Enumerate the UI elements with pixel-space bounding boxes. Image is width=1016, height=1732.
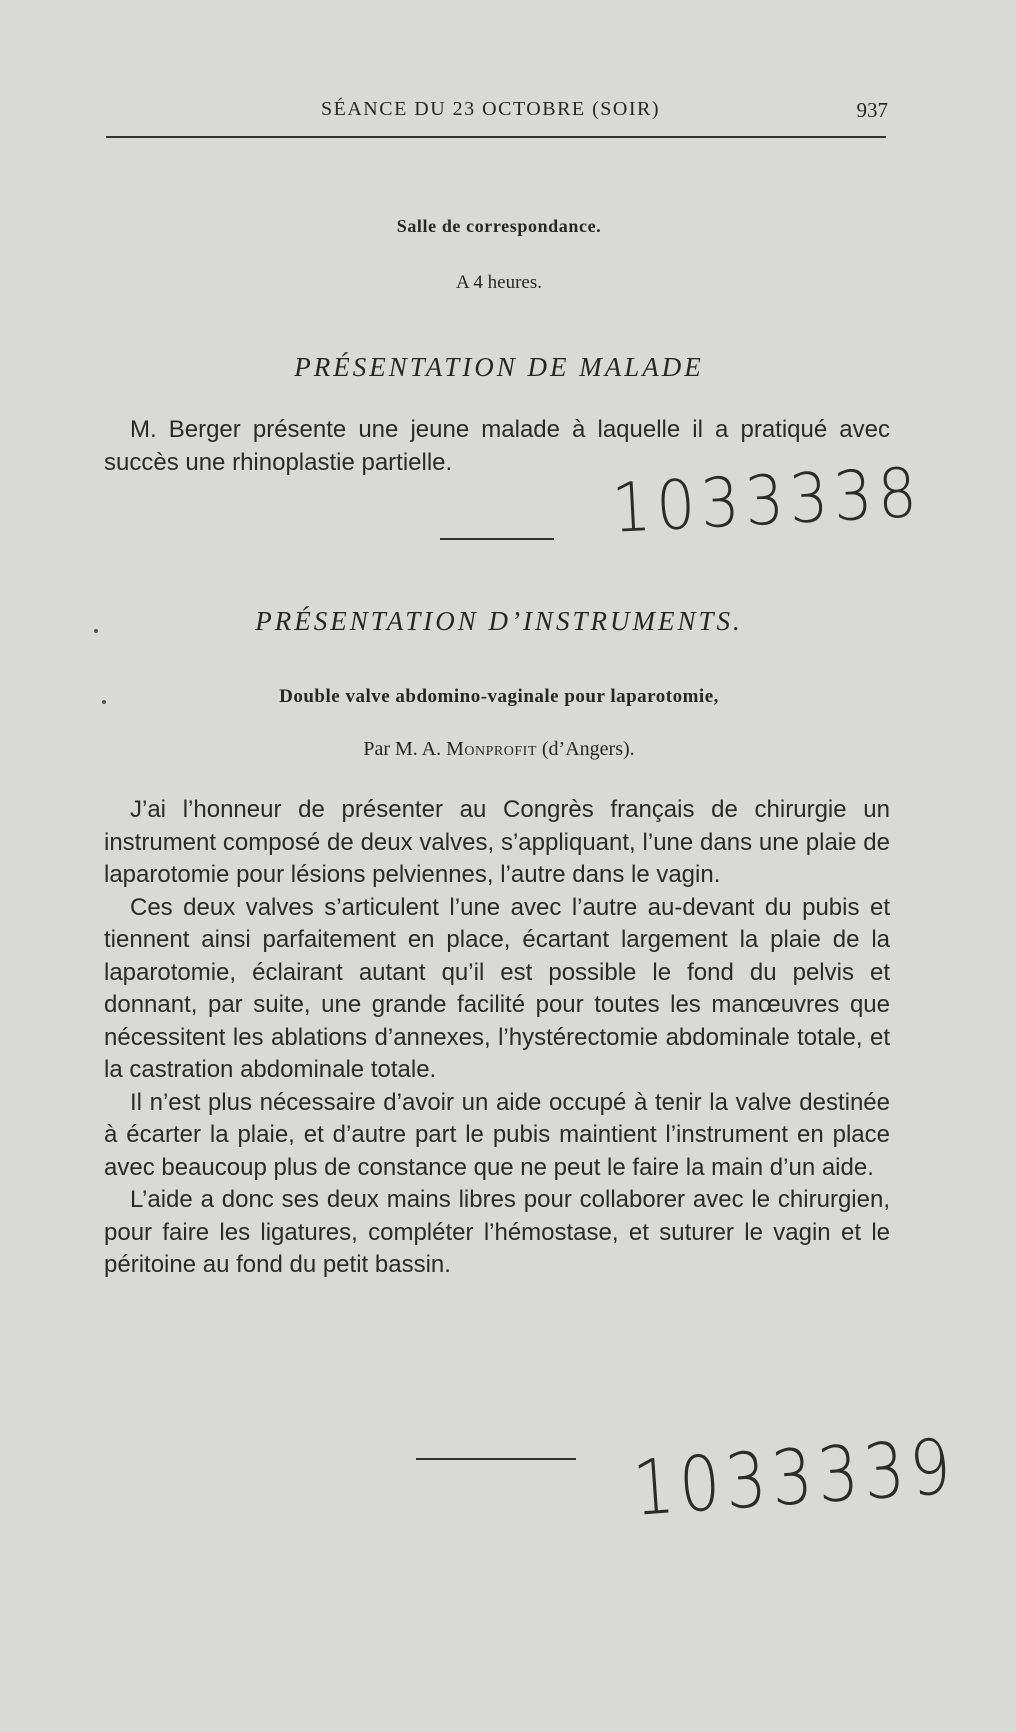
paragraph: J’ai l’honneur de présenter au Congrès français de chirurgie un instrument composé de deux valves, s’appliquant, l’une dans une plaie de laparotomie pour lésions pelviennes, l’autre dans le vagin.: [104, 796, 890, 888]
header-rule: [106, 136, 886, 138]
paragraph: L’aide a donc ses deux mains libres pour collaborer avec le chirurgien, pour faire les ligatures, compléter l’hémostase, et suturer le vagin et le péritoine au fond du petit bassin.: [104, 1186, 890, 1278]
session-room: Salle de correspondance.: [396, 216, 602, 236]
device-title: Double valve abdomino-vaginale pour laparotomie,: [279, 686, 719, 707]
ink-speck: [94, 629, 98, 633]
author-line: [106, 738, 892, 761]
paragraph-text: M. Berger présente une jeune malade à laquelle il a pratiqué avec succès une rhinoplastie partielle.: [104, 416, 890, 476]
paragraph: Ces deux valves s’articulent l’une avec l’autre au-devant du pubis et tiennent ainsi parfaitement en place, écartant largement la plaie de la laparotomie, éclairant autant qu’il est possible le fond du pelvis et donnant, par suite, une grande facilité pour toutes les manœuvres que nécessitent les ablations d’annexes, l’hystérectomie abdominale totale, et la castration abdominale totale.: [104, 893, 890, 1083]
author-name: Monprofit: [446, 738, 537, 760]
handwritten-number: 1033339: [630, 1421, 959, 1533]
page-number: 937: [856, 98, 888, 122]
section-title-instruments: PRÉSENTATION D’INSTRUMENTS.: [255, 606, 743, 636]
author-suffix: (d’Angers).: [536, 738, 635, 760]
end-divider: [416, 1458, 576, 1460]
ink-speck: [102, 700, 106, 704]
section-divider: [440, 538, 554, 540]
header-title: SÉANCE DU 23 OCTOBRE (SOIR): [321, 98, 661, 120]
running-header: [106, 98, 892, 128]
handwritten-number: 1033338: [610, 453, 925, 549]
session-time: A 4 heures.: [455, 272, 542, 293]
section-title-malade: PRÉSENTATION DE MALADE: [294, 352, 704, 382]
article-body: [104, 794, 890, 1282]
paragraph: Il n’est plus nécessaire d’avoir un aide occupé à tenir la valve destinée à écarter la plaie, et d’autre part le pubis maintient l’instrument en place avec beaucoup plus de constance que ne peut le faire la main d’un aide.: [104, 1088, 890, 1181]
author-prefix: Par M. A.: [363, 738, 447, 760]
